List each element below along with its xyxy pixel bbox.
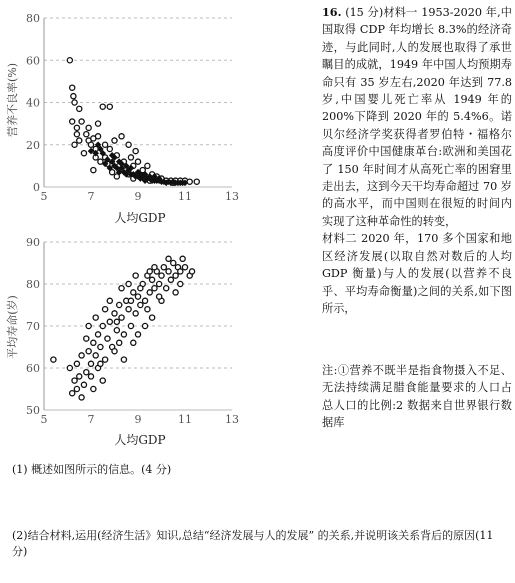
data-point: [142, 323, 147, 328]
data-point: [74, 386, 79, 391]
data-point: [103, 357, 108, 362]
data-point: [67, 365, 72, 370]
x-tick-label: 7: [87, 190, 95, 203]
data-point: [187, 179, 192, 184]
x-tick-label: 5: [40, 413, 48, 426]
bottom-y-label: 平均寿命(岁): [6, 295, 19, 359]
data-point: [150, 277, 155, 282]
data-point: [105, 336, 110, 341]
data-point: [114, 319, 119, 324]
life-expectancy-scatter-chart: [0, 232, 250, 452]
data-point: [135, 294, 140, 299]
data-point: [147, 290, 152, 295]
material-paragraph-1: [322, 4, 512, 230]
data-point: [159, 273, 164, 278]
data-point: [72, 100, 77, 105]
top-y-label: 营养不良率(%): [6, 62, 19, 138]
data-point: [107, 298, 112, 303]
x-tick-label: 9: [134, 413, 142, 426]
data-point: [51, 357, 56, 362]
data-point: [157, 294, 162, 299]
data-point: [161, 265, 166, 270]
data-point: [88, 374, 93, 379]
data-point: [117, 302, 122, 307]
data-point: [133, 311, 138, 316]
data-point: [145, 307, 150, 312]
data-point: [152, 286, 157, 291]
malnutrition-scatter-chart: [0, 0, 250, 232]
data-point: [98, 361, 103, 366]
data-point: [98, 344, 103, 349]
data-point: [88, 142, 93, 147]
material-text-block: [322, 4, 512, 317]
data-point: [72, 142, 77, 147]
data-point: [84, 336, 89, 341]
data-point: [74, 361, 79, 366]
data-point: [164, 286, 169, 291]
data-point: [189, 269, 194, 274]
data-point: [77, 138, 82, 143]
data-point: [128, 155, 133, 160]
data-point: [131, 290, 136, 295]
y-tick-label: 90: [26, 236, 40, 249]
x-tick-label: 9: [134, 190, 142, 203]
y-tick-label: 40: [26, 96, 40, 110]
data-point: [79, 119, 84, 124]
data-point: [166, 269, 171, 274]
y-tick-label: 60: [26, 54, 40, 68]
data-point: [100, 104, 105, 109]
x-tick-label: 13: [225, 190, 239, 203]
data-point: [70, 119, 75, 124]
data-point: [112, 349, 117, 354]
data-point: [178, 281, 183, 286]
data-point: [126, 281, 131, 286]
data-point: [128, 323, 133, 328]
x-tick-label: 5: [40, 190, 48, 203]
question-number: 16.: [322, 5, 342, 19]
material-one-text: (15 分)材料一 1953-2020 年,中国取得 CDP 年均增长 8.3%的经济奇迹，与此同时,人的发展也取得了承世瞩目的成就，1949 年中国人均预期寿命只有 35 岁左右,2020 年达到 77.8 岁,中国婴儿死亡率从 1949 年的 200%下降到 2020 年的 5.4%6。诺贝尔经济学奖获得者罗伯特・福格尔高度评价中国健康革台:欧洲和美国花了 150 年时间才从高死亡率的困窘里走出去，这到今天干均寿命超过 70 岁的高水平，而中国则在很短的时间内实现了这种革命性的转变，: [322, 6, 512, 228]
data-point: [95, 134, 100, 139]
data-point: [121, 357, 126, 362]
y-tick-label: 50: [26, 404, 40, 417]
x-tick-label: 13: [225, 413, 239, 426]
data-point: [67, 58, 72, 63]
data-point: [100, 323, 105, 328]
data-point: [77, 374, 82, 379]
top-x-label: 人均GDP: [114, 211, 166, 225]
data-point: [119, 286, 124, 291]
data-point: [107, 319, 112, 324]
data-point: [103, 142, 108, 147]
y-tick-label: 20: [26, 138, 40, 152]
x-tick-label: 7: [87, 413, 95, 426]
data-point: [119, 315, 124, 320]
data-point: [135, 332, 140, 337]
data-point: [150, 315, 155, 320]
data-point: [135, 159, 140, 164]
data-point: [138, 302, 143, 307]
data-point: [131, 340, 136, 345]
data-point: [142, 298, 147, 303]
data-point: [74, 132, 79, 137]
data-point: [86, 323, 91, 328]
data-point: [84, 132, 89, 137]
data-point: [119, 134, 124, 139]
data-point: [70, 391, 75, 396]
y-tick-label: 80: [26, 278, 40, 291]
data-point: [91, 340, 96, 345]
data-point: [100, 378, 105, 383]
data-point: [180, 256, 185, 261]
data-point: [117, 340, 122, 345]
question-2: (2)结合材料,运用(经济生活》知识,总结“经济发展与人的发展” 的关系,并说明该关系背后的原因(11 分): [12, 529, 494, 558]
data-point: [93, 353, 98, 358]
data-point: [157, 281, 162, 286]
data-point: [95, 332, 100, 337]
data-point: [70, 85, 75, 90]
data-point: [88, 361, 93, 366]
data-point: [121, 332, 126, 337]
data-point: [147, 269, 152, 274]
data-point: [168, 277, 173, 282]
y-tick-label: 0: [33, 181, 40, 194]
data-point: [178, 269, 183, 274]
data-point: [166, 256, 171, 261]
data-point: [112, 311, 117, 316]
data-point: [95, 121, 100, 126]
data-point: [86, 349, 91, 354]
data-point: [107, 146, 112, 151]
data-point: [79, 353, 84, 358]
data-point: [112, 138, 117, 143]
data-point: [84, 370, 89, 375]
y-tick-label: 60: [26, 362, 40, 375]
data-point: [79, 395, 84, 400]
data-point: [74, 125, 79, 130]
data-point: [72, 378, 77, 383]
data-point: [107, 104, 112, 109]
data-point: [173, 290, 178, 295]
data-point: [86, 125, 91, 130]
data-point: [133, 273, 138, 278]
data-point: [126, 307, 131, 312]
data-point: [182, 265, 187, 270]
question-1: (1) 概述如图所示的信息。(4 分): [12, 463, 172, 476]
data-point: [81, 382, 86, 387]
data-point: [91, 386, 96, 391]
data-point: [145, 163, 150, 168]
data-point: [133, 148, 138, 153]
data-point: [173, 273, 178, 278]
bottom-x-label: 人均GDP: [114, 433, 166, 447]
y-tick-label: 70: [26, 320, 40, 333]
material-two-text: 材料二 2020 年，170 多个国家和地区经济发展(以取自然对数后的人均 GDP 衡量)与人的发展(以营养不良乎、平均寿命衡量)之间的关系,如下图所示，: [322, 232, 512, 315]
data-point: [194, 179, 199, 184]
data-point: [81, 151, 86, 156]
data-point: [128, 298, 133, 303]
data-point: [71, 94, 76, 99]
y-tick-label: 80: [26, 12, 40, 25]
data-point: [103, 307, 108, 312]
data-point: [126, 142, 131, 147]
data-point: [114, 328, 119, 333]
data-point: [93, 315, 98, 320]
x-tick-label: 11: [178, 413, 192, 426]
data-point: [152, 265, 157, 270]
data-point: [171, 260, 176, 265]
data-point: [77, 106, 82, 111]
data-point: [91, 168, 96, 173]
chart-note: 注:①营养不既半是指食物摄入不足、无法持续满足腊食能量要求的人口占总人口的比例:2 数据来自世界银行数据库: [322, 364, 512, 430]
data-point: [138, 286, 143, 291]
x-tick-label: 11: [178, 190, 192, 203]
